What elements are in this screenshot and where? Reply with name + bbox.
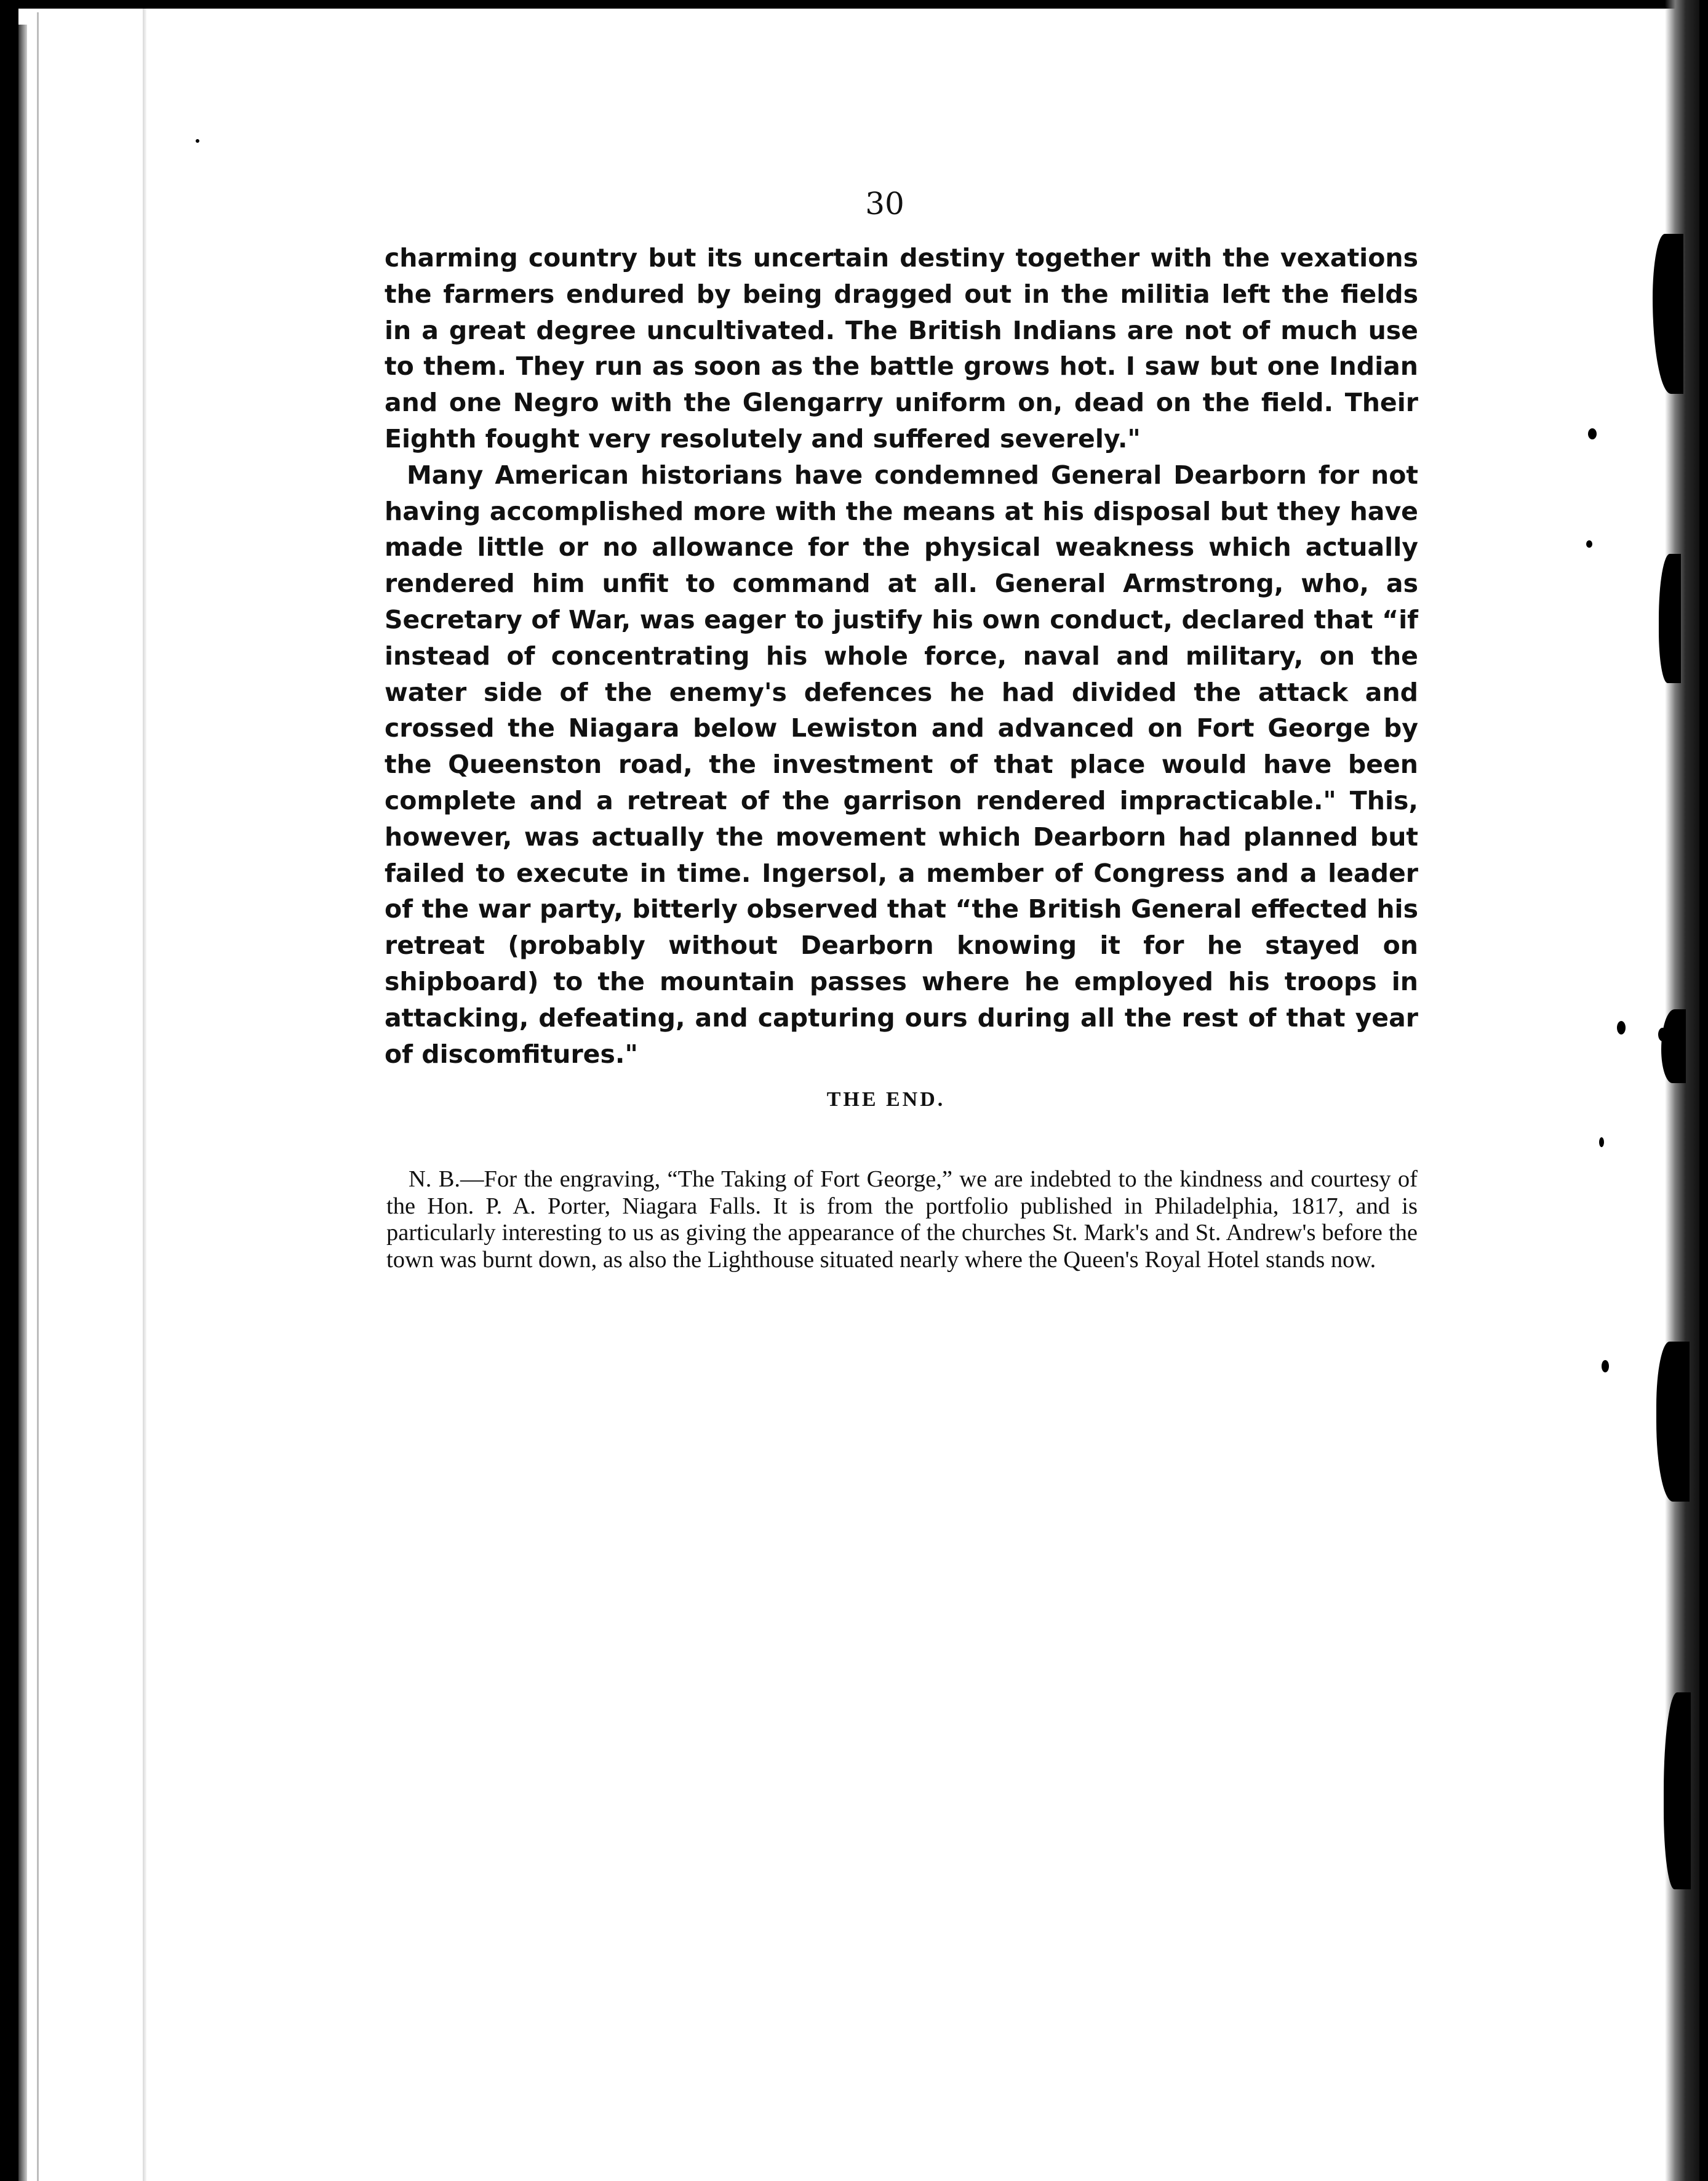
speck: [1588, 428, 1597, 439]
paragraph: Many American historians have condemned General Dearborn for not having accomplished more with the means at his disposal but they have made little or no allowance for the physical weakness which actually rendered him unfit to command at all. General Armstrong, who, as Secretary of War, was eager to justify his own conduct, declared that “if instead of concentrating his whole force, naval and military, on the water side of the enemy's defences he had divided the attack and crossed the Niagara below Lewiston and advanced on Fort George by the Queenston road, the investment of that place would have been complete and a retreat of the garrison rendered impracticable." This, however, was actually the movement which Dearborn had planned but failed to execute in time. Ingersol, a member of Congress and a leader of the war party, bitterly observed that “the British General effected his retreat (probably without Dearborn knowing it for he stayed on shipboard) to the mountain passes where he employed his troops in attacking, defeating, and capturing ours during all the rest of that year of discomfitures.": [385, 460, 1418, 1069]
torn-fragment: [1664, 1692, 1691, 1889]
torn-fragment: [1653, 234, 1683, 394]
speck: [1617, 1021, 1626, 1034]
speck: [1586, 540, 1592, 548]
page-fold-shadow: [18, 25, 27, 2181]
footnote: N. B.—For the engraving, “The Taking of Fort George,” we are indebted to the kindness and courtesy of the Hon. P. A. Porter, Niagara Falls. It is from the portfolio published in Philadelphia, 1817, and is particularly interesting to us as giving the appearance of the churches St. Mark's and St. Andrew's before the town was burnt down, as also the Lighthouse situated nearly where the Queen's Royal Hotel stands now.: [386, 1166, 1418, 1273]
speck: [1599, 1137, 1604, 1147]
paragraph: charming country but its uncertain destiny together with the vexations the farmers endured by being dragged out in the militia left the fields in a great degree uncultivated. The British Indians are not of much use to them. They run as soon as the battle grows hot. I saw but one Indian and one Negro with the Glengarry uniform on, dead on the field. Their Eighth fought very resolutely and suffered severely.": [385, 243, 1418, 454]
body-text: [385, 240, 1418, 1072]
page-number: 30: [865, 186, 904, 222]
scan-edge-right: [1699, 0, 1708, 2181]
speck: [196, 139, 199, 143]
torn-fragment: [1656, 1342, 1690, 1502]
scan-edge-top: [0, 0, 1708, 9]
scan-edge-left: [0, 0, 18, 2181]
torn-fragment: [1661, 1009, 1686, 1083]
page-edge-line: [37, 12, 39, 2181]
end-heading: THE END.: [826, 1088, 946, 1111]
speck: [1602, 1360, 1609, 1372]
binding-line: [143, 9, 146, 2181]
torn-fragment: [1659, 554, 1681, 683]
speck: [1658, 1028, 1667, 1041]
